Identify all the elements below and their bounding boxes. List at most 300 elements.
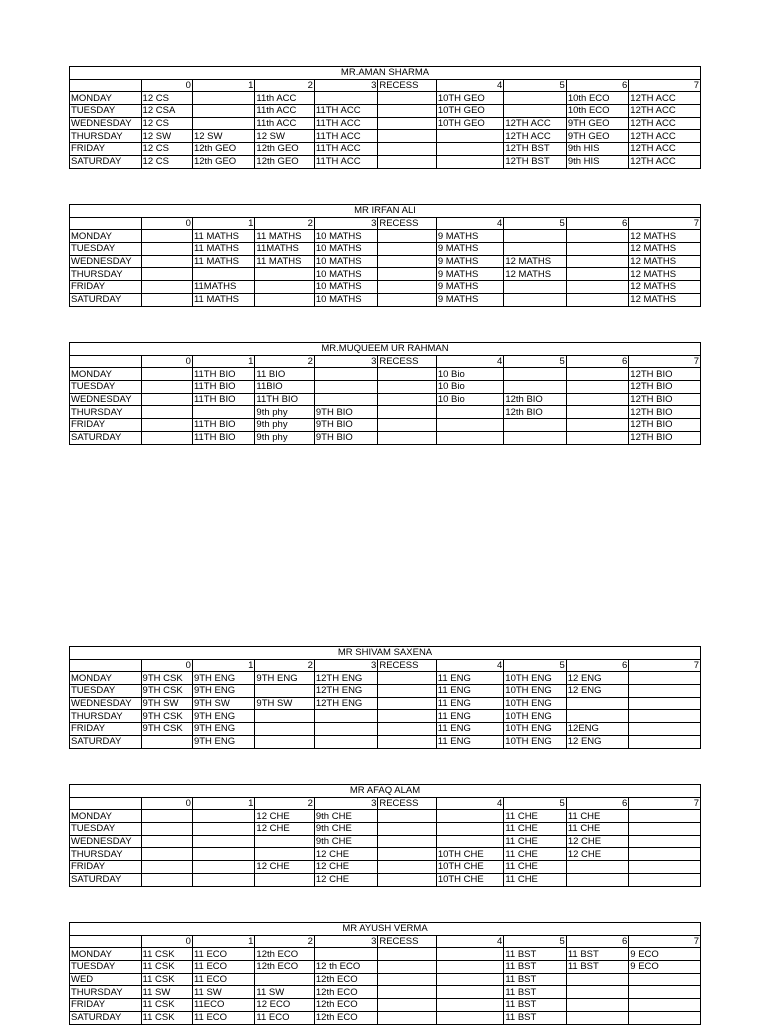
- day-row: [70, 710, 701, 723]
- day-label: TUESDAY: [70, 243, 142, 256]
- class-cell: [141, 381, 192, 394]
- class-cell: [378, 848, 436, 861]
- class-cell: 10TH ENG: [504, 672, 566, 685]
- class-cell: 12th ECO: [314, 999, 377, 1012]
- day-row: [70, 130, 701, 143]
- class-cell: [436, 130, 504, 143]
- class-cell: 9TH ENG: [192, 710, 254, 723]
- period-header: 4: [436, 217, 504, 230]
- class-cell: 11 ECO: [192, 961, 254, 974]
- class-cell: [629, 723, 701, 736]
- class-cell: 11 ECO: [192, 948, 254, 961]
- class-cell: [255, 293, 314, 306]
- class-cell: 11 ENG: [436, 672, 504, 685]
- day-label: FRIDAY: [70, 723, 142, 736]
- timetable-table: [69, 66, 701, 169]
- class-cell: 11 CSK: [141, 961, 192, 974]
- class-cell: 11TH BIO: [192, 431, 254, 444]
- class-cell: 11th ACC: [255, 117, 314, 130]
- period-header: 6: [566, 797, 628, 810]
- period-header: 7: [629, 217, 701, 230]
- class-cell: [629, 685, 701, 698]
- day-row: [70, 961, 701, 974]
- class-cell: [141, 431, 192, 444]
- class-cell: 12 MATHS: [629, 230, 701, 243]
- class-cell: 12 CHE: [255, 861, 314, 874]
- class-cell: [141, 230, 192, 243]
- class-cell: 11 BST: [566, 948, 628, 961]
- period-header: 0: [141, 355, 192, 368]
- class-cell: 9 ECO: [629, 961, 701, 974]
- class-cell: 10TH ENG: [504, 685, 566, 698]
- class-cell: [192, 823, 254, 836]
- class-cell: [566, 419, 628, 432]
- day-row: [70, 92, 701, 105]
- class-cell: [141, 268, 192, 281]
- day-label: FRIDAY: [70, 999, 142, 1012]
- recess-header: RECESS: [378, 797, 436, 810]
- period-header: 6: [566, 935, 628, 948]
- teacher-name: MR AFAQ ALAM: [70, 785, 701, 798]
- class-cell: 12 CHE: [314, 873, 377, 886]
- class-cell: 9TH ENG: [192, 685, 254, 698]
- recess-header: RECESS: [378, 355, 436, 368]
- day-row: [70, 735, 701, 748]
- timetable-table: [69, 646, 701, 749]
- class-cell: 11 CHE: [504, 810, 566, 823]
- day-label: FRIDAY: [70, 281, 142, 294]
- class-cell: 12th ECO: [314, 1011, 377, 1024]
- class-cell: 12TH ACC: [504, 117, 566, 130]
- class-cell: [504, 243, 566, 256]
- period-header: 3: [314, 797, 377, 810]
- day-label: SATURDAY: [70, 735, 142, 748]
- class-cell: 11TH ACC: [314, 143, 377, 156]
- class-cell: [141, 848, 192, 861]
- class-cell: [629, 861, 701, 874]
- header-blank-cell: [70, 659, 142, 672]
- class-cell: 9 MATHS: [436, 281, 504, 294]
- class-cell: [378, 810, 436, 823]
- recess-header: RECESS: [378, 659, 436, 672]
- day-label: MONDAY: [70, 368, 142, 381]
- day-label: TUESDAY: [70, 961, 142, 974]
- class-cell: 9TH SW: [141, 697, 192, 710]
- class-cell: 12TH ENG: [314, 685, 377, 698]
- class-cell: 9th HIS: [566, 143, 628, 156]
- class-cell: [566, 861, 628, 874]
- period-header: 6: [566, 79, 628, 92]
- class-cell: 12 ENG: [566, 685, 628, 698]
- class-cell: 9 MATHS: [436, 268, 504, 281]
- class-cell: 10th ECO: [566, 92, 628, 105]
- period-header-row: [70, 79, 701, 92]
- period-header: 2: [255, 935, 314, 948]
- class-cell: 10TH GEO: [436, 105, 504, 118]
- class-cell: 10 MATHS: [314, 255, 377, 268]
- day-row: [70, 143, 701, 156]
- class-cell: [314, 368, 377, 381]
- class-cell: [378, 419, 436, 432]
- class-cell: [436, 973, 504, 986]
- period-header: 7: [629, 935, 701, 948]
- day-label: TUESDAY: [70, 685, 142, 698]
- class-cell: 10TH GEO: [436, 117, 504, 130]
- class-cell: [378, 268, 436, 281]
- period-header: 2: [255, 217, 314, 230]
- class-cell: [436, 810, 504, 823]
- class-cell: [141, 368, 192, 381]
- class-cell: 10TH ENG: [504, 723, 566, 736]
- class-cell: 12th ECO: [255, 948, 314, 961]
- class-cell: 9 MATHS: [436, 255, 504, 268]
- class-cell: [629, 810, 701, 823]
- day-row: [70, 873, 701, 886]
- class-cell: 10 MATHS: [314, 243, 377, 256]
- class-cell: 9th phy: [255, 431, 314, 444]
- class-cell: [378, 861, 436, 874]
- class-cell: 10TH CHE: [436, 873, 504, 886]
- day-label: MONDAY: [70, 948, 142, 961]
- class-cell: 11 BIO: [255, 368, 314, 381]
- class-cell: [566, 293, 628, 306]
- class-cell: [436, 948, 504, 961]
- period-header-row: [70, 935, 701, 948]
- teacher-name: MR AYUSH VERMA: [70, 923, 701, 936]
- class-cell: [629, 672, 701, 685]
- class-cell: 9 ECO: [629, 948, 701, 961]
- class-cell: [255, 710, 314, 723]
- recess-header: RECESS: [378, 79, 436, 92]
- class-cell: 11 ENG: [436, 685, 504, 698]
- period-header: 5: [504, 217, 566, 230]
- class-cell: 12 MATHS: [629, 293, 701, 306]
- day-label: THURSDAY: [70, 710, 142, 723]
- day-label: WEDNESDAY: [70, 255, 142, 268]
- period-header: 4: [436, 79, 504, 92]
- period-header: 5: [504, 797, 566, 810]
- class-cell: 11 MATHS: [192, 255, 254, 268]
- class-cell: 10 MATHS: [314, 293, 377, 306]
- class-cell: 10 Bio: [436, 381, 504, 394]
- class-cell: 12TH ACC: [629, 143, 701, 156]
- class-cell: 9th phy: [255, 406, 314, 419]
- day-row: [70, 281, 701, 294]
- class-cell: 12 MATHS: [629, 268, 701, 281]
- class-cell: [141, 243, 192, 256]
- class-cell: [504, 230, 566, 243]
- class-cell: [314, 723, 377, 736]
- class-cell: 12 MATHS: [629, 281, 701, 294]
- timetable-table: [69, 342, 701, 445]
- teacher-title-row: [70, 647, 701, 660]
- teacher-title-row: [70, 67, 701, 80]
- period-header-row: [70, 659, 701, 672]
- day-row: [70, 431, 701, 444]
- class-cell: [629, 1011, 701, 1024]
- class-cell: [192, 848, 254, 861]
- period-header-row: [70, 355, 701, 368]
- period-header: 7: [629, 659, 701, 672]
- class-cell: 12 CS: [141, 143, 192, 156]
- day-row: [70, 823, 701, 836]
- class-cell: 12 ENG: [566, 672, 628, 685]
- class-cell: 11 BST: [504, 1011, 566, 1024]
- class-cell: [504, 281, 566, 294]
- class-cell: [141, 255, 192, 268]
- class-cell: 11 BST: [504, 986, 566, 999]
- class-cell: [566, 368, 628, 381]
- class-cell: 11 CHE: [504, 873, 566, 886]
- teacher-name: MR SHIVAM SAXENA: [70, 647, 701, 660]
- day-label: THURSDAY: [70, 130, 142, 143]
- day-label: WEDNESDAY: [70, 117, 142, 130]
- day-label: FRIDAY: [70, 419, 142, 432]
- class-cell: [141, 293, 192, 306]
- day-row: [70, 105, 701, 118]
- class-cell: [378, 406, 436, 419]
- day-label: SATURDAY: [70, 1011, 142, 1024]
- class-cell: 12TH BIO: [629, 393, 701, 406]
- class-cell: 12th BIO: [504, 393, 566, 406]
- class-cell: [566, 873, 628, 886]
- class-cell: 10TH ENG: [504, 710, 566, 723]
- period-header: 4: [436, 355, 504, 368]
- class-cell: 11 MATHS: [192, 243, 254, 256]
- class-cell: 11 BST: [566, 961, 628, 974]
- class-cell: [378, 393, 436, 406]
- class-cell: [378, 255, 436, 268]
- class-cell: 12 CHE: [255, 823, 314, 836]
- class-cell: [629, 710, 701, 723]
- day-label: SATURDAY: [70, 431, 142, 444]
- class-cell: [255, 268, 314, 281]
- period-header: 2: [255, 797, 314, 810]
- class-cell: 10 MATHS: [314, 230, 377, 243]
- day-row: [70, 723, 701, 736]
- period-header: 0: [141, 79, 192, 92]
- period-header: 5: [504, 355, 566, 368]
- teacher-name: MR.AMAN SHARMA: [70, 67, 701, 80]
- day-row: [70, 293, 701, 306]
- class-cell: [255, 873, 314, 886]
- class-cell: 11MATHS: [255, 243, 314, 256]
- class-cell: 12th ECO: [314, 973, 377, 986]
- teacher-name: MR.MUQUEEM UR RAHMAN: [70, 343, 701, 356]
- class-cell: 11 ECO: [192, 1011, 254, 1024]
- class-cell: [378, 368, 436, 381]
- class-cell: 9TH ENG: [255, 672, 314, 685]
- class-cell: [436, 406, 504, 419]
- period-header: 4: [436, 797, 504, 810]
- class-cell: [378, 710, 436, 723]
- day-row: [70, 230, 701, 243]
- class-cell: [192, 268, 254, 281]
- class-cell: 12TH ENG: [314, 697, 377, 710]
- period-header: 7: [629, 797, 701, 810]
- class-cell: 10 Bio: [436, 368, 504, 381]
- class-cell: [566, 406, 628, 419]
- class-cell: [378, 672, 436, 685]
- class-cell: [378, 293, 436, 306]
- class-cell: 12th ECO: [255, 961, 314, 974]
- period-header: 3: [314, 659, 377, 672]
- class-cell: 12 MATHS: [629, 255, 701, 268]
- day-label: SATURDAY: [70, 155, 142, 168]
- class-cell: [436, 1011, 504, 1024]
- class-cell: [566, 986, 628, 999]
- class-cell: [629, 848, 701, 861]
- day-row: [70, 948, 701, 961]
- class-cell: 12 CS: [141, 92, 192, 105]
- day-row: [70, 406, 701, 419]
- class-cell: [378, 381, 436, 394]
- class-cell: 11 ENG: [436, 710, 504, 723]
- period-header: 5: [504, 935, 566, 948]
- class-cell: [141, 735, 192, 748]
- class-cell: 11TH BIO: [192, 419, 254, 432]
- class-cell: [378, 835, 436, 848]
- class-cell: [436, 835, 504, 848]
- class-cell: [436, 823, 504, 836]
- day-label: THURSDAY: [70, 406, 142, 419]
- class-cell: [566, 381, 628, 394]
- class-cell: [192, 861, 254, 874]
- teacher-name: MR IRFAN ALI: [70, 205, 701, 218]
- class-cell: [566, 255, 628, 268]
- class-cell: 11 CSK: [141, 1011, 192, 1024]
- class-cell: [436, 431, 504, 444]
- day-label: WEDNESDAY: [70, 835, 142, 848]
- header-blank-cell: [70, 797, 142, 810]
- recess-header: RECESS: [378, 217, 436, 230]
- day-row: [70, 848, 701, 861]
- class-cell: [504, 381, 566, 394]
- class-cell: 9th HIS: [566, 155, 628, 168]
- class-cell: 9TH SW: [255, 697, 314, 710]
- day-row: [70, 973, 701, 986]
- class-cell: 10 MATHS: [314, 281, 377, 294]
- class-cell: 12 CHE: [255, 810, 314, 823]
- period-header: 5: [504, 659, 566, 672]
- class-cell: 9TH CSK: [141, 672, 192, 685]
- day-row: [70, 835, 701, 848]
- period-header: 7: [629, 79, 701, 92]
- class-cell: [192, 92, 254, 105]
- class-cell: 12 th ECO: [314, 961, 377, 974]
- class-cell: 12TH ACC: [629, 92, 701, 105]
- class-cell: 12TH BST: [504, 143, 566, 156]
- class-cell: [255, 835, 314, 848]
- period-header: 1: [192, 355, 254, 368]
- class-cell: [378, 155, 436, 168]
- class-cell: 9 MATHS: [436, 243, 504, 256]
- class-cell: [378, 243, 436, 256]
- class-cell: [629, 823, 701, 836]
- class-cell: 12TH ENG: [314, 672, 377, 685]
- class-cell: [566, 697, 628, 710]
- period-header: 4: [436, 935, 504, 948]
- class-cell: 12TH BIO: [629, 406, 701, 419]
- class-cell: 11TH ACC: [314, 130, 377, 143]
- day-label: SATURDAY: [70, 873, 142, 886]
- class-cell: [566, 1011, 628, 1024]
- teacher-title-row: [70, 785, 701, 798]
- class-cell: 12th GEO: [255, 143, 314, 156]
- class-cell: [629, 735, 701, 748]
- day-row: [70, 986, 701, 999]
- class-cell: [436, 143, 504, 156]
- class-cell: 11 CHE: [504, 848, 566, 861]
- class-cell: [378, 697, 436, 710]
- class-cell: 9 MATHS: [436, 293, 504, 306]
- class-cell: 11 ECO: [192, 973, 254, 986]
- class-cell: 12th GEO: [255, 155, 314, 168]
- period-header: 0: [141, 935, 192, 948]
- class-cell: 11ECO: [192, 999, 254, 1012]
- class-cell: [255, 723, 314, 736]
- day-row: [70, 419, 701, 432]
- class-cell: [192, 835, 254, 848]
- class-cell: 9TH GEO: [566, 117, 628, 130]
- day-label: TUESDAY: [70, 381, 142, 394]
- class-cell: 11 CHE: [504, 861, 566, 874]
- period-header: 5: [504, 79, 566, 92]
- class-cell: [378, 1011, 436, 1024]
- period-header: 3: [314, 79, 377, 92]
- period-header: 2: [255, 79, 314, 92]
- class-cell: 12 MATHS: [504, 268, 566, 281]
- day-row: [70, 381, 701, 394]
- header-blank-cell: [70, 217, 142, 230]
- class-cell: 12 MATHS: [629, 243, 701, 256]
- class-cell: 9 MATHS: [436, 230, 504, 243]
- class-cell: 11TH ACC: [314, 117, 377, 130]
- class-cell: [141, 861, 192, 874]
- class-cell: [504, 293, 566, 306]
- class-cell: 11 ECO: [255, 1011, 314, 1024]
- class-cell: 9TH CSK: [141, 710, 192, 723]
- period-header: 1: [192, 659, 254, 672]
- class-cell: 11TH BIO: [255, 393, 314, 406]
- class-cell: 9TH ENG: [192, 723, 254, 736]
- class-cell: 10 Bio: [436, 393, 504, 406]
- class-cell: [378, 735, 436, 748]
- class-cell: 12th GEO: [192, 143, 254, 156]
- day-label: THURSDAY: [70, 986, 142, 999]
- class-cell: 12TH ACC: [629, 130, 701, 143]
- class-cell: 9th CHE: [314, 810, 377, 823]
- class-cell: 11TH ACC: [314, 155, 377, 168]
- period-header: 1: [192, 797, 254, 810]
- class-cell: [192, 105, 254, 118]
- class-cell: 9TH GEO: [566, 130, 628, 143]
- class-cell: 9TH CSK: [141, 685, 192, 698]
- class-cell: [566, 268, 628, 281]
- class-cell: 9TH CSK: [141, 723, 192, 736]
- class-cell: [436, 419, 504, 432]
- class-cell: 11 CHE: [566, 810, 628, 823]
- class-cell: 12 CHE: [314, 861, 377, 874]
- class-cell: [629, 873, 701, 886]
- class-cell: [378, 130, 436, 143]
- class-cell: [629, 999, 701, 1012]
- class-cell: 9TH BIO: [314, 419, 377, 432]
- class-cell: [378, 117, 436, 130]
- class-cell: [378, 723, 436, 736]
- class-cell: [629, 973, 701, 986]
- class-cell: [141, 823, 192, 836]
